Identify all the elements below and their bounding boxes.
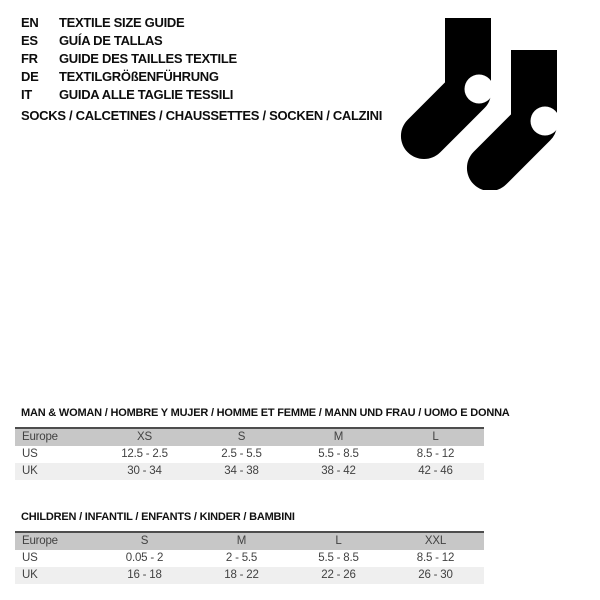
col-header-s: S [140, 535, 149, 547]
language-label: GUÍA DE TALLAS [59, 33, 163, 48]
col-header-xs: XS [137, 431, 152, 443]
col-header-europe: Europe [22, 535, 58, 547]
col-header-xxl: XXL [424, 535, 447, 547]
socks-icon [400, 0, 560, 190]
row-label: US [22, 552, 38, 564]
language-code: DE [21, 69, 39, 84]
language-code: IT [21, 87, 32, 102]
language-row-fr [21, 50, 237, 68]
table-row-uk [15, 463, 484, 480]
size-cell: 16 - 18 [127, 569, 162, 581]
size-cell: 5.5 - 8.5 [318, 448, 359, 460]
table-header-row [15, 532, 484, 550]
col-header-l: L [432, 431, 439, 443]
size-cell: 12.5 - 2.5 [121, 448, 168, 460]
col-header-m: M [236, 535, 247, 547]
size-cell: 38 - 42 [321, 465, 356, 477]
size-cell: 5.5 - 8.5 [318, 552, 359, 564]
row-label: US [22, 448, 38, 460]
language-row-de [21, 68, 237, 86]
size-cell: 2 - 5.5 [225, 552, 258, 564]
language-label: GUIDA ALLE TAGLIE TESSILI [59, 87, 234, 102]
table-row-us [15, 446, 484, 463]
sock-back-heel-dot [465, 75, 494, 104]
sock-front-heel-dot [531, 107, 560, 136]
col-header-s: S [237, 431, 246, 443]
row-label: UK [22, 465, 38, 477]
language-code: FR [21, 51, 38, 66]
size-cell: 2.5 - 5.5 [221, 448, 262, 460]
size-cell: 18 - 22 [224, 569, 259, 581]
language-row-it [21, 86, 237, 104]
size-cell: 30 - 34 [127, 465, 162, 477]
size-cell: 42 - 46 [418, 465, 453, 477]
col-header-l: L [335, 535, 342, 547]
language-code: ES [21, 33, 38, 48]
man-woman-size-table [15, 407, 510, 480]
size-cell: 22 - 26 [321, 569, 356, 581]
language-code: EN [21, 15, 39, 30]
size-cell: 8.5 - 12 [416, 552, 455, 564]
language-label: TEXTILE SIZE GUIDE [59, 15, 185, 30]
col-header-m: M [333, 431, 344, 443]
size-cell: 8.5 - 12 [416, 448, 455, 460]
table-row-us [15, 550, 484, 567]
man-woman-table [15, 427, 484, 480]
row-label: UK [22, 569, 38, 581]
man-woman-table-title: MAN & WOMAN / HOMBRE Y MUJER / HOMME ET FEMME / MANN UND FRAU / UOMO E DONNA [21, 407, 510, 419]
table-header-row [15, 428, 484, 446]
children-size-table [15, 511, 484, 584]
language-label: GUIDE DES TAILLES TEXTILE [59, 51, 237, 66]
col-header-europe: Europe [22, 431, 58, 443]
category-title: SOCKS / CALCETINES / CHAUSSETTES / SOCKEN / CALZINI [21, 108, 383, 123]
language-label: TEXTILGRÖßENFÜHRUNG [59, 69, 219, 84]
size-cell: 0.05 - 2 [125, 552, 164, 564]
children-table-title: CHILDREN / INFANTIL / ENFANTS / KINDER / BAMBINI [21, 511, 295, 523]
language-row-en [21, 14, 237, 32]
size-cell: 34 - 38 [224, 465, 259, 477]
language-list [21, 14, 237, 104]
language-row-es [21, 32, 237, 50]
children-table [15, 531, 484, 584]
table-row-uk [15, 567, 484, 584]
size-cell: 26 - 30 [418, 569, 453, 581]
